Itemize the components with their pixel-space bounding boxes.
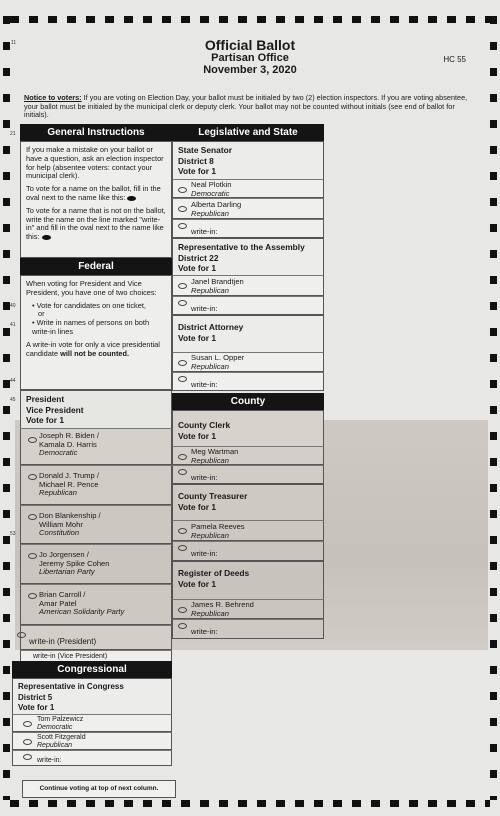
- federal-instructions: [20, 275, 172, 390]
- candidate-row[interactable]: [172, 275, 324, 296]
- writein-row[interactable]: [172, 296, 324, 315]
- candidate-name: Amar Patel: [39, 598, 77, 608]
- candidate-name: Alberta Darling: [191, 200, 242, 209]
- left-column: [20, 124, 172, 664]
- ticket-row[interactable]: [20, 584, 172, 625]
- ticket-row[interactable]: [20, 505, 172, 544]
- empty-oval-icon[interactable]: [178, 607, 187, 613]
- candidate-name: Michael R. Pence: [39, 479, 99, 489]
- candidate-row[interactable]: [172, 520, 324, 541]
- writein-label: write-in (President): [29, 637, 97, 646]
- candidate-name: Meg Wartman: [191, 447, 239, 456]
- candidate-name: Scott Fitzgerald: [37, 734, 86, 741]
- right-column: [172, 124, 324, 639]
- side-number: 41: [10, 322, 16, 328]
- candidate-name: Don Blankenship /: [39, 511, 101, 520]
- party-label: Democratic: [191, 188, 230, 198]
- federal-heading: Federal: [20, 258, 172, 275]
- writein-president-row[interactable]: [20, 625, 172, 650]
- instruction-text: To vote for a name on the ballot, fill in the oval next to the name like this:: [26, 184, 161, 202]
- notice-label: Notice to voters:: [24, 93, 82, 102]
- race-district: District 8: [178, 155, 214, 166]
- congressional-section: [12, 661, 172, 766]
- empty-oval-icon[interactable]: [28, 514, 37, 520]
- party-label: American Solidarity Party: [39, 607, 125, 617]
- vote-for-label: Vote for 1: [178, 501, 217, 512]
- empty-oval-icon[interactable]: [23, 721, 32, 727]
- instruction-text: A write-in vote for only a vice presidential candidate: [26, 339, 160, 358]
- writein-label: write-in (Vice President): [33, 653, 108, 660]
- right-timing-marks: [490, 16, 497, 800]
- race-district-attorney: [172, 315, 324, 352]
- candidate-name: Pamela Reeves: [191, 522, 245, 531]
- writein-label: write-in:: [191, 227, 218, 236]
- writein-row[interactable]: [172, 219, 324, 238]
- candidate-row[interactable]: [172, 446, 324, 465]
- empty-oval-icon[interactable]: [178, 300, 187, 306]
- notice-to-voters: [24, 94, 470, 120]
- continue-note: Continue voting at top of next column.: [22, 780, 176, 798]
- empty-oval-icon[interactable]: [178, 454, 187, 460]
- party-label: Republican: [191, 285, 229, 295]
- candidate-name: Janel Brandtjen: [191, 277, 244, 286]
- empty-oval-icon[interactable]: [178, 376, 187, 382]
- race-state-senator: [172, 141, 324, 179]
- ticket-row[interactable]: [20, 428, 172, 465]
- empty-oval-icon[interactable]: [178, 623, 187, 629]
- race-assembly: [172, 238, 324, 275]
- empty-oval-icon[interactable]: [28, 593, 37, 599]
- vote-for-label: Vote for 1: [26, 415, 65, 425]
- bottom-timing-marks: [10, 800, 490, 807]
- instruction-text: When voting for President and Vice President, you have one of two choices:: [26, 279, 157, 297]
- vote-for-label: Vote for 1: [178, 430, 217, 441]
- candidate-name: Susan L. Opper: [191, 353, 245, 362]
- empty-oval-icon[interactable]: [17, 632, 26, 638]
- empty-oval-icon[interactable]: [28, 437, 37, 443]
- empty-oval-icon[interactable]: [178, 223, 187, 229]
- empty-oval-icon[interactable]: [178, 469, 187, 475]
- candidate-name: Tom Palzewicz: [37, 716, 84, 723]
- writein-row[interactable]: [12, 750, 172, 766]
- party-label: Democratic: [39, 448, 78, 458]
- side-number: 45: [10, 397, 16, 403]
- congressional-heading: Congressional: [12, 661, 172, 678]
- writein-label: write-in:: [191, 380, 218, 389]
- legislative-heading: Legislative and State: [172, 124, 324, 141]
- empty-oval-icon[interactable]: [178, 187, 187, 193]
- empty-oval-icon[interactable]: [28, 553, 37, 559]
- candidate-row[interactable]: [172, 179, 324, 198]
- candidate-row[interactable]: [12, 714, 172, 732]
- candidate-row[interactable]: [172, 599, 324, 619]
- side-number: 21: [10, 131, 16, 137]
- party-label: Democratic: [37, 723, 73, 731]
- writein-row[interactable]: [172, 541, 324, 561]
- instruction-text: will not be counted.: [60, 348, 130, 358]
- writein-label: write-in:: [191, 304, 218, 313]
- race-title: County Treasurer: [178, 491, 248, 501]
- candidate-name: Donald J. Trump /: [39, 471, 99, 480]
- top-timing-marks: [10, 16, 490, 23]
- instruction-text: To vote for a name that is not on the ballot, write the name on the line marked "write-in" and fill in the oval next to the name like this:: [26, 205, 166, 242]
- candidate-row[interactable]: [12, 732, 172, 750]
- ticket-row[interactable]: [20, 544, 172, 584]
- race-title: President: [26, 394, 65, 404]
- party-label: Republican: [37, 741, 73, 749]
- party-label: Constitution: [39, 528, 80, 538]
- vote-for-label: Vote for 1: [178, 263, 217, 273]
- side-number: 53: [10, 531, 16, 537]
- empty-oval-icon[interactable]: [178, 283, 187, 289]
- instruction-text: • Write in names of persons on both write-in lines: [32, 318, 150, 336]
- ticket-row[interactable]: [20, 465, 172, 505]
- candidate-name: Joseph R. Biden /: [39, 431, 99, 440]
- empty-oval-icon[interactable]: [178, 545, 187, 551]
- writein-label: write-in:: [191, 627, 218, 636]
- party-label: Republican: [191, 208, 229, 218]
- empty-oval-icon[interactable]: [178, 528, 187, 534]
- vote-for-label: Vote for 1: [178, 332, 217, 343]
- ballot-code: HC 55: [443, 55, 466, 64]
- writein-row[interactable]: [172, 619, 324, 639]
- writein-label: write-in:: [191, 473, 218, 482]
- writein-label: write-in:: [191, 549, 218, 558]
- vote-for-label: Vote for 1: [178, 578, 217, 589]
- race-title: Representative to the Assembly: [178, 242, 305, 252]
- candidate-name: Brian Carroll /: [39, 590, 86, 599]
- race-title: Representative in Congress: [18, 682, 124, 691]
- notice-text: If you are voting on Election Day, your ballot must be initialed by two (2) election inspectors. If you are voting absentee, your ballot must be initialed by the municipal clerk or deputy clerk. Your ballot may not be counted without initials (see end of ballot for initials).: [24, 93, 468, 120]
- instruction-text: If you make a mistake on your ballot or have a question, ask an election inspector for help (absentee voters: contact your municipal clerk).: [26, 145, 164, 181]
- left-timing-marks: [3, 16, 10, 800]
- empty-oval-icon[interactable]: [178, 206, 187, 212]
- instruction-text: • Vote for candidates on one ticket,: [32, 300, 146, 310]
- race-title: District Attorney: [178, 322, 244, 332]
- side-number: 11: [11, 40, 17, 46]
- party-label: Republican: [191, 608, 229, 618]
- county-heading: County: [172, 393, 324, 410]
- writein-label: write-in:: [37, 757, 62, 764]
- ballot-title: Official Ballot: [204, 37, 296, 53]
- race-county-clerk: [172, 410, 324, 446]
- race-register-of-deeds: [172, 561, 324, 599]
- empty-oval-icon[interactable]: [178, 360, 187, 366]
- empty-oval-icon[interactable]: [23, 739, 32, 745]
- party-label: Republican: [191, 530, 229, 540]
- party-label: Libertarian Party: [39, 567, 95, 577]
- race-title: Register of Deeds: [178, 568, 250, 578]
- empty-oval-icon[interactable]: [28, 474, 37, 480]
- ballot-date: November 3, 2020: [203, 64, 297, 76]
- party-label: Republican: [191, 361, 229, 371]
- filled-oval-icon: [127, 196, 136, 201]
- ballot-office: Partisan Office: [211, 52, 289, 64]
- race-district: District 22: [178, 252, 219, 263]
- party-label: Republican: [191, 455, 229, 465]
- writein-row[interactable]: [172, 372, 324, 391]
- ballot-header: [0, 38, 500, 76]
- vote-for-label: Vote for 1: [178, 166, 217, 176]
- race-district: District 5: [18, 692, 53, 702]
- candidate-name: William Mohr: [39, 519, 83, 529]
- candidate-name: Kamala D. Harris: [39, 439, 97, 449]
- general-instructions-heading: General Instructions: [20, 124, 172, 141]
- race-congress: [12, 678, 172, 714]
- empty-oval-icon[interactable]: [23, 754, 32, 760]
- candidate-row[interactable]: [172, 352, 324, 372]
- race-title: Vice President: [26, 404, 84, 415]
- candidate-name: Jeremy Spike Cohen: [39, 558, 110, 568]
- side-number: 40: [10, 303, 16, 309]
- candidate-row[interactable]: [172, 198, 324, 219]
- party-label: Republican: [39, 488, 77, 498]
- candidate-name: Jo Jorgensen /: [39, 550, 89, 559]
- vote-for-label: Vote for 1: [18, 703, 55, 712]
- race-title: County Clerk: [178, 420, 231, 430]
- candidate-name: Neal Plotkin: [191, 180, 232, 189]
- race-title: State Senator: [178, 145, 232, 155]
- instruction-text: or: [38, 309, 45, 319]
- writein-row[interactable]: [172, 465, 324, 484]
- side-number: 44: [10, 378, 16, 384]
- general-instructions: [20, 141, 172, 258]
- candidate-name: James R. Behrend: [191, 600, 254, 609]
- filled-oval-icon: [42, 235, 51, 240]
- race-county-treasurer: [172, 484, 324, 520]
- race-president: [20, 390, 172, 428]
